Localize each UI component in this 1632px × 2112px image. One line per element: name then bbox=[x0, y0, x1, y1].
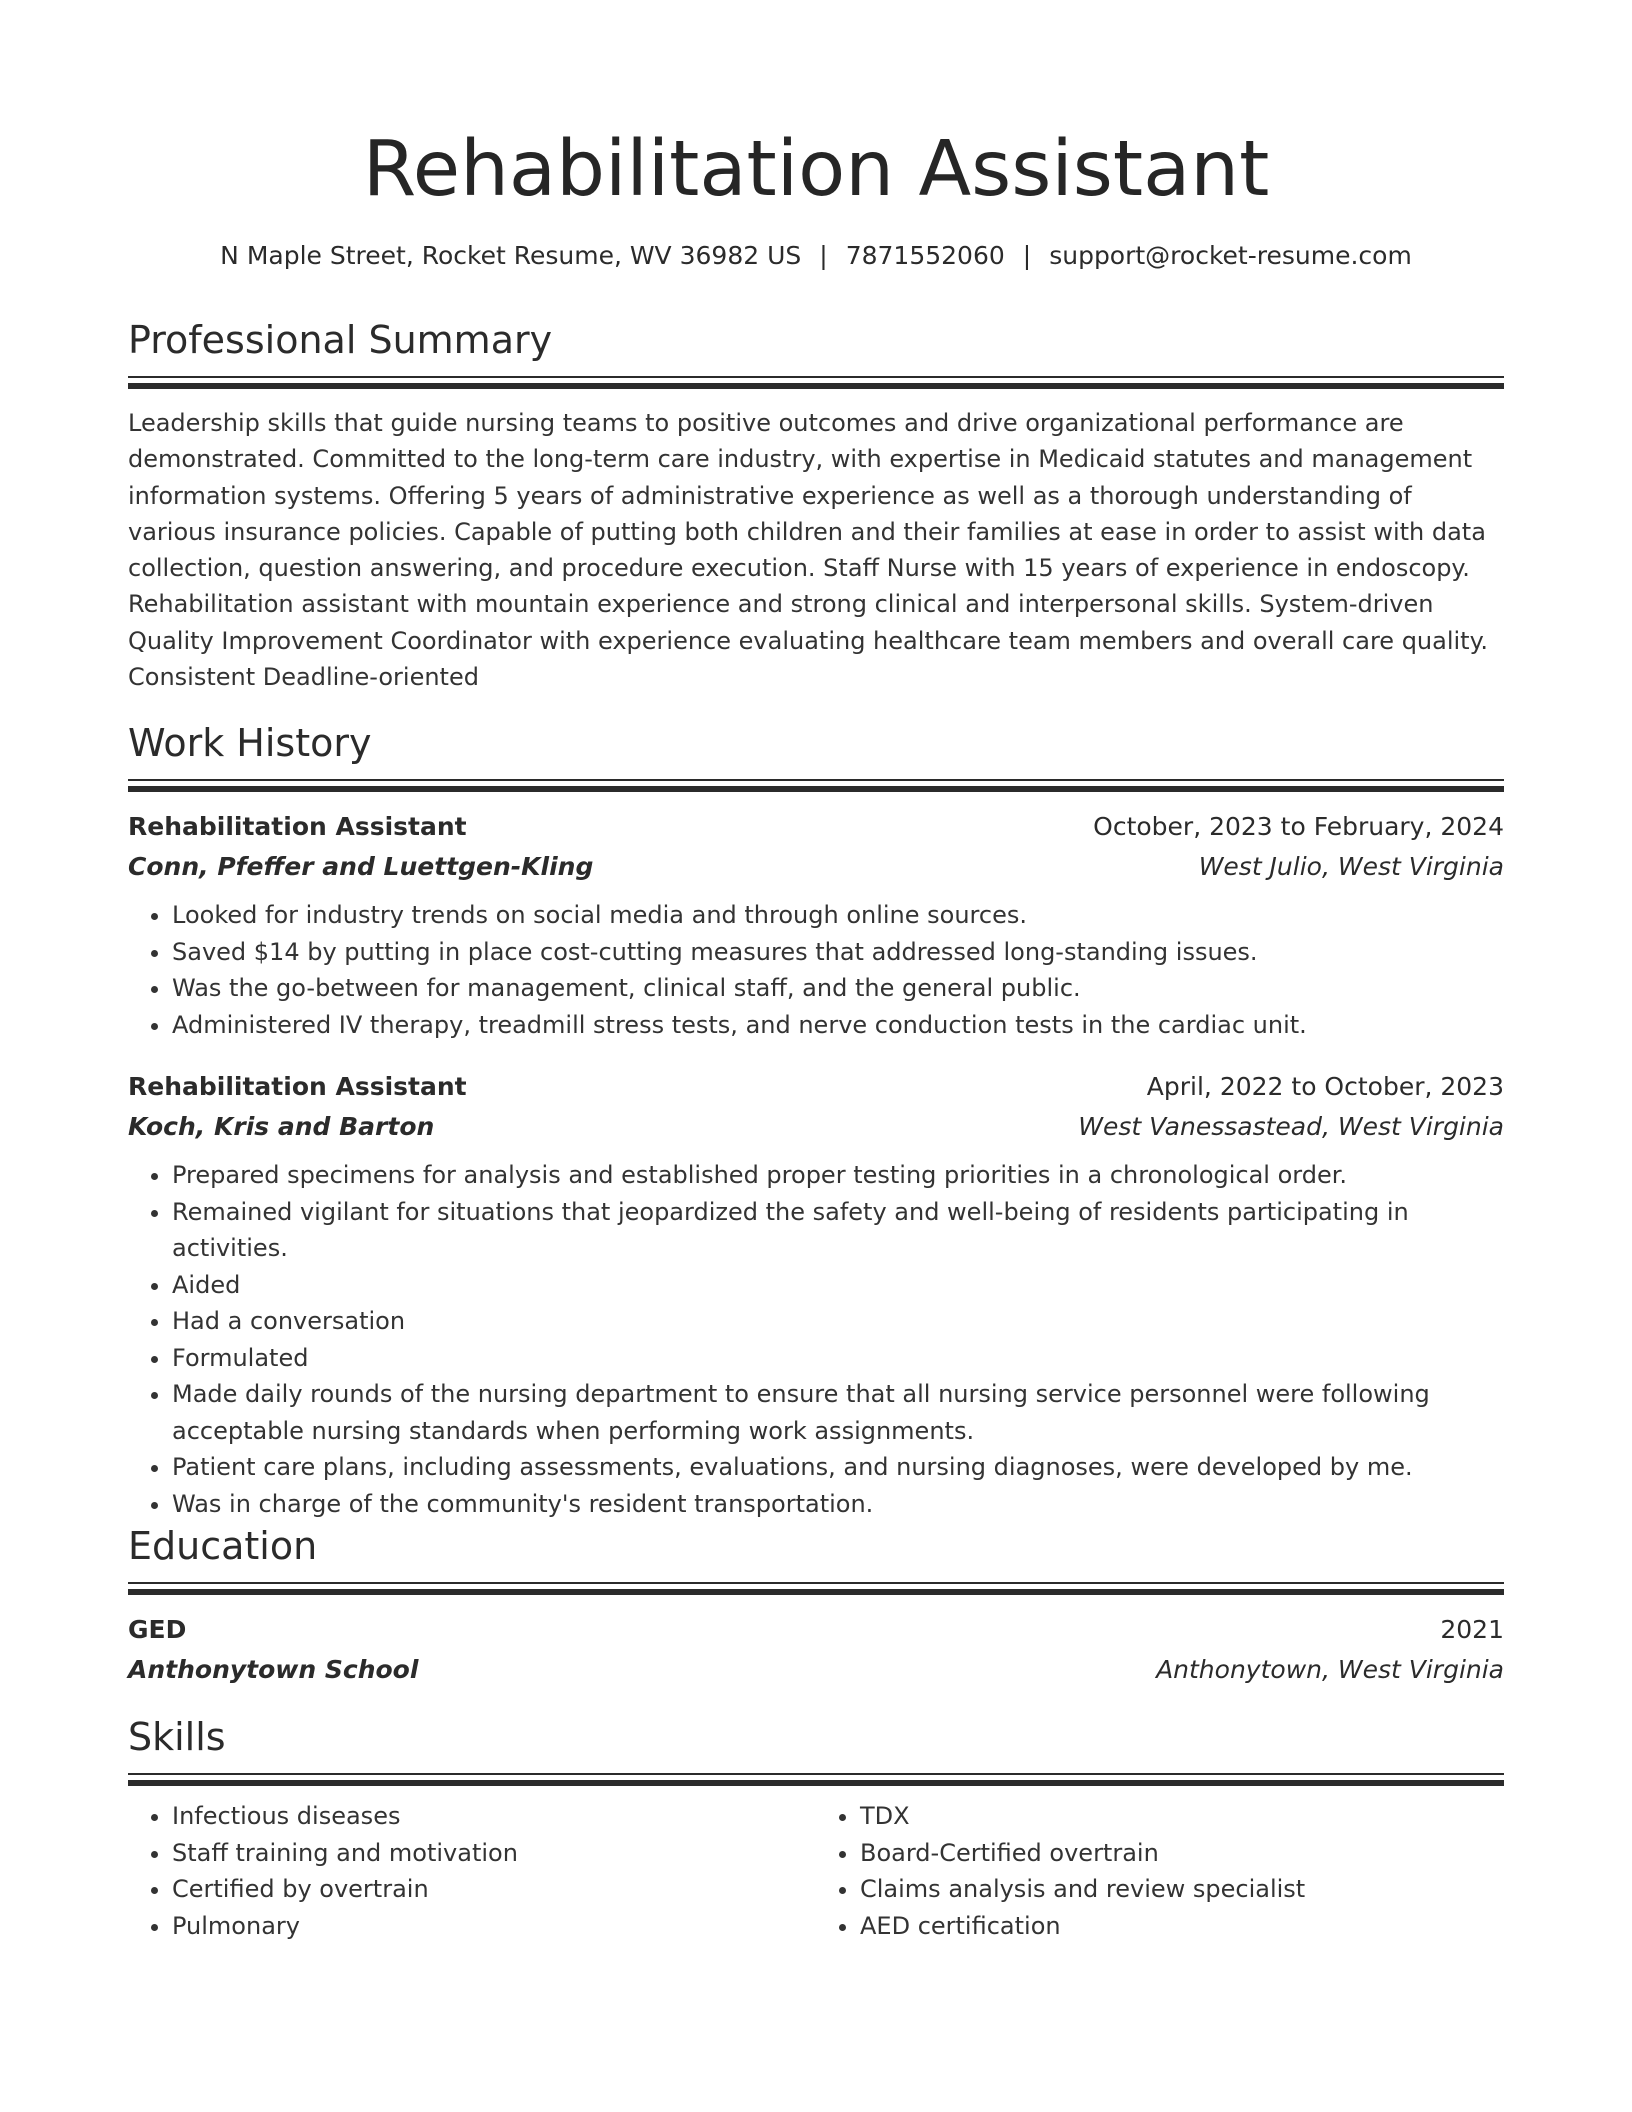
job-subheader bbox=[128, 847, 1504, 887]
skill-item: • Certified by overtrain bbox=[172, 1871, 816, 1908]
job-bullet: • Had a conversation bbox=[172, 1303, 1504, 1340]
section-divider bbox=[128, 1780, 1504, 1786]
education-subheader bbox=[128, 1650, 1504, 1690]
work-history-section bbox=[128, 718, 1504, 1522]
education-degree: GED bbox=[128, 1615, 187, 1644]
job-subheader bbox=[128, 1107, 1504, 1147]
section-divider bbox=[128, 1582, 1504, 1584]
skill-item: • AED certification bbox=[860, 1908, 1504, 1945]
section-divider bbox=[128, 376, 1504, 378]
contact-separator: | bbox=[1022, 241, 1032, 270]
job-bullet: • Was the go-between for management, clinical staff, and the general public. bbox=[172, 970, 1504, 1007]
job-header bbox=[128, 1067, 1504, 1107]
job-bullet: • Remained vigilant for situations that jeopardized the safety and well-being of residents participating in activities. bbox=[172, 1194, 1504, 1267]
education-section bbox=[128, 1521, 1504, 1690]
job-bullets bbox=[128, 897, 1504, 1043]
education-heading: Education bbox=[128, 1524, 318, 1568]
section-divider bbox=[128, 779, 1504, 781]
skills-list-left bbox=[128, 1798, 816, 1944]
work-history-heading: Work History bbox=[128, 721, 372, 765]
skills-list-right bbox=[816, 1798, 1504, 1944]
job-bullets bbox=[128, 1157, 1504, 1522]
education-year: 2021 bbox=[1440, 1615, 1504, 1644]
job-entry bbox=[128, 807, 1504, 1043]
job-bullet: • Administered IV therapy, treadmill stress tests, and nerve conduction tests in the cardiac unit. bbox=[172, 1007, 1504, 1044]
skill-item: • Board-Certified overtrain bbox=[860, 1835, 1504, 1872]
skills-section bbox=[128, 1712, 1504, 1944]
job-bullet: • Looked for industry trends on social media and through online sources. bbox=[172, 897, 1504, 934]
skills-columns bbox=[128, 1798, 1504, 1944]
education-entry bbox=[128, 1610, 1504, 1690]
summary-heading: Professional Summary bbox=[128, 318, 553, 362]
section-divider bbox=[128, 786, 1504, 792]
skill-item: • TDX bbox=[860, 1798, 1504, 1835]
contact-email: support@rocket-resume.com bbox=[1049, 241, 1412, 270]
education-header bbox=[128, 1610, 1504, 1650]
job-location: West Julio, West Virginia bbox=[1198, 852, 1504, 881]
skill-item: • Infectious diseases bbox=[172, 1798, 816, 1835]
job-title: Rehabilitation Assistant bbox=[128, 812, 467, 841]
job-dates: October, 2023 to February, 2024 bbox=[1093, 812, 1504, 841]
skill-item: • Pulmonary bbox=[172, 1908, 816, 1945]
job-title: Rehabilitation Assistant bbox=[128, 1072, 467, 1101]
education-location: Anthonytown, West Virginia bbox=[1156, 1655, 1504, 1684]
job-location: West Vanessastead, West Virginia bbox=[1078, 1112, 1504, 1141]
skills-heading: Skills bbox=[128, 1715, 226, 1759]
section-divider bbox=[128, 1589, 1504, 1595]
contact-phone: 7871552060 bbox=[845, 241, 1005, 270]
contact-address: N Maple Street, Rocket Resume, WV 36982 US bbox=[220, 241, 802, 270]
job-bullet: • Formulated bbox=[172, 1340, 1504, 1377]
job-company: Koch, Kris and Barton bbox=[128, 1112, 435, 1141]
job-header bbox=[128, 807, 1504, 847]
contact-separator: | bbox=[819, 241, 828, 270]
job-bullet: • Patient care plans, including assessments, evaluations, and nursing diagnoses, were developed by me. bbox=[172, 1449, 1504, 1486]
section-divider bbox=[128, 1773, 1504, 1775]
education-school: Anthonytown School bbox=[128, 1655, 419, 1684]
job-bullet: • Aided bbox=[172, 1267, 1504, 1304]
contact-line bbox=[128, 238, 1504, 274]
job-dates: April, 2022 to October, 2023 bbox=[1146, 1072, 1504, 1101]
skill-item: • Claims analysis and review specialist bbox=[860, 1871, 1504, 1908]
job-bullet: • Was in charge of the community's resident transportation. bbox=[172, 1486, 1504, 1523]
job-bullet: • Prepared specimens for analysis and established proper testing priorities in a chronological order. bbox=[172, 1157, 1504, 1194]
job-entry bbox=[128, 1067, 1504, 1522]
section-divider bbox=[128, 383, 1504, 389]
summary-text: Leadership skills that guide nursing teams to positive outcomes and drive organizational performance are demonstrated. Committed to the long-term care industry, with expertise in Medicaid statutes and management information systems. Offering 5 years of administrative experience as well as a thorough understanding of various insurance policies. Capable of putting both children and their families at ease in order to assist with data collection, question answering, and procedure execution. Staff Nurse with 15 years of experience in endoscopy. Rehabilitation assistant with mountain experience and strong clinical and interpersonal skills. System-driven Quality Improvement Coordinator with experience evaluating healthcare team members and overall care quality. Consistent Deadline-oriented bbox=[128, 409, 1488, 692]
job-company: Conn, Pfeffer and Luettgen-Kling bbox=[128, 852, 594, 881]
summary-section bbox=[128, 315, 1504, 695]
job-bullet: • Saved $14 by putting in place cost-cutting measures that addressed long-standing issues. bbox=[172, 934, 1504, 971]
job-bullet: • Made daily rounds of the nursing department to ensure that all nursing service personnel were following acceptable nursing standards when performing work assignments. bbox=[172, 1376, 1504, 1449]
candidate-name: Rehabilitation Assistant bbox=[362, 125, 1270, 214]
skill-item: • Staff training and motivation bbox=[172, 1835, 816, 1872]
